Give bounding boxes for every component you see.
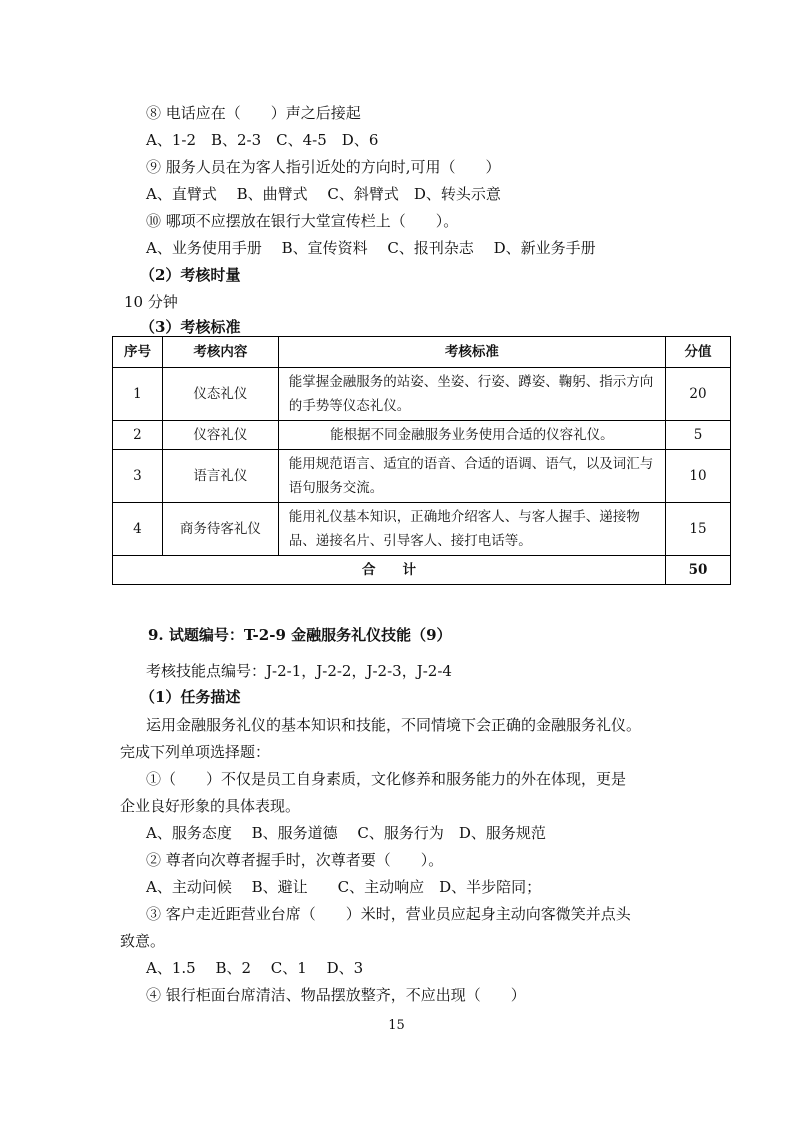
table-row <box>113 450 731 503</box>
task-line: 运用金融服务礼仪的基本知识和技能，不同情境下会正确的金融服务礼仪。 <box>146 716 642 734</box>
cell-score: 20 <box>666 368 731 421</box>
cell-no: 4 <box>113 503 163 556</box>
cell-item: 商务待客礼仪 <box>162 503 278 556</box>
total-value: 50 <box>666 556 731 585</box>
question-9: ⑨ 服务人员在为客人指引近处的方向时,可用（ ） <box>146 158 501 176</box>
table-total-row <box>113 556 731 585</box>
header-no: 序号 <box>113 337 163 368</box>
table-header-row <box>113 337 731 368</box>
cell-standard: 能用礼仪基本知识，正确地介绍客人、与客人握手、递接物品、递接名片、引导客人、接打电话等。 <box>278 503 665 556</box>
question-10: ⑩ 哪项不应摆放在银行大堂宣传栏上（ ）。 <box>146 212 459 230</box>
question-3-options: A、1.5 B、2 C、1 D、3 <box>146 959 364 977</box>
table-row <box>113 503 731 556</box>
page-number: 15 <box>388 1018 405 1033</box>
question-1-cont: 企业良好形象的具体表现。 <box>120 797 301 815</box>
skill-points: 考核技能点编号：J-2-1，J-2-2，J-2-3，J-2-4 <box>146 662 452 680</box>
header-item: 考核内容 <box>162 337 278 368</box>
cell-no: 1 <box>113 368 163 421</box>
question-9-options: A、直臂式 B、曲臂式 C、斜臂式 D、转头示意 <box>146 185 501 203</box>
cell-item: 仪容礼仪 <box>162 421 278 450</box>
question-10-options: A、业务使用手册 B、宣传资料 C、报刊杂志 D、新业务手册 <box>146 239 596 257</box>
cell-standard: 能掌握金融服务的站姿、坐姿、行姿、蹲姿、鞠躬、指示方向的手势等仪态礼仪。 <box>278 368 665 421</box>
question-2-options: A、主动问候 B、避让 C、主动响应 D、半步陪同； <box>146 878 542 896</box>
question-1: ①（ ）不仅是员工自身素质，文化修养和服务能力的外在体现，更是 <box>146 770 627 788</box>
header-standard: 考核标准 <box>278 337 665 368</box>
assessment-table <box>112 336 731 585</box>
question-3: ③ 客户走近距营业台席（ ）米时，营业员应起身主动向客微笑并点头 <box>146 905 631 923</box>
cell-standard: 能根据不同金融服务业务使用合适的仪容礼仪。 <box>278 421 665 450</box>
cell-score: 10 <box>666 450 731 503</box>
question-8-options: A、1-2 B、2-3 C、4-5 D、6 <box>146 131 379 149</box>
task-line: 完成下列单项选择题： <box>120 743 271 761</box>
question-4: ④ 银行柜面台席清洁、物品摆放整齐，不应出现（ ） <box>146 986 526 1004</box>
task-description-title: （1）任务描述 <box>140 688 241 706</box>
question-1-options: A、服务态度 B、服务道德 C、服务行为 D、服务规范 <box>146 824 546 842</box>
cell-standard: 能用规范语言、适宜的语音、合适的语调、语气，以及词汇与语句服务交流。 <box>278 450 665 503</box>
section-time-title: （2）考核时量 <box>140 266 241 284</box>
question-3-cont: 致意。 <box>120 932 166 950</box>
cell-item: 语言礼仪 <box>162 450 278 503</box>
cell-no: 2 <box>113 421 163 450</box>
total-label: 合 计 <box>113 556 666 585</box>
header-score: 分值 <box>666 337 731 368</box>
cell-score: 5 <box>666 421 731 450</box>
table-row <box>113 421 731 450</box>
table-row <box>113 368 731 421</box>
cell-item: 仪态礼仪 <box>162 368 278 421</box>
cell-score: 15 <box>666 503 731 556</box>
cell-no: 3 <box>113 450 163 503</box>
question-9-title: 9. 试题编号：T-2-9 金融服务礼仪技能（9） <box>148 626 452 644</box>
question-8: ⑧ 电话应在（ ）声之后接起 <box>146 104 361 122</box>
section-time-value: 10 分钟 <box>124 293 178 311</box>
section-standard-title: （3）考核标准 <box>140 318 241 336</box>
question-2: ② 尊者向次尊者握手时，次尊者要（ ）。 <box>146 851 444 869</box>
